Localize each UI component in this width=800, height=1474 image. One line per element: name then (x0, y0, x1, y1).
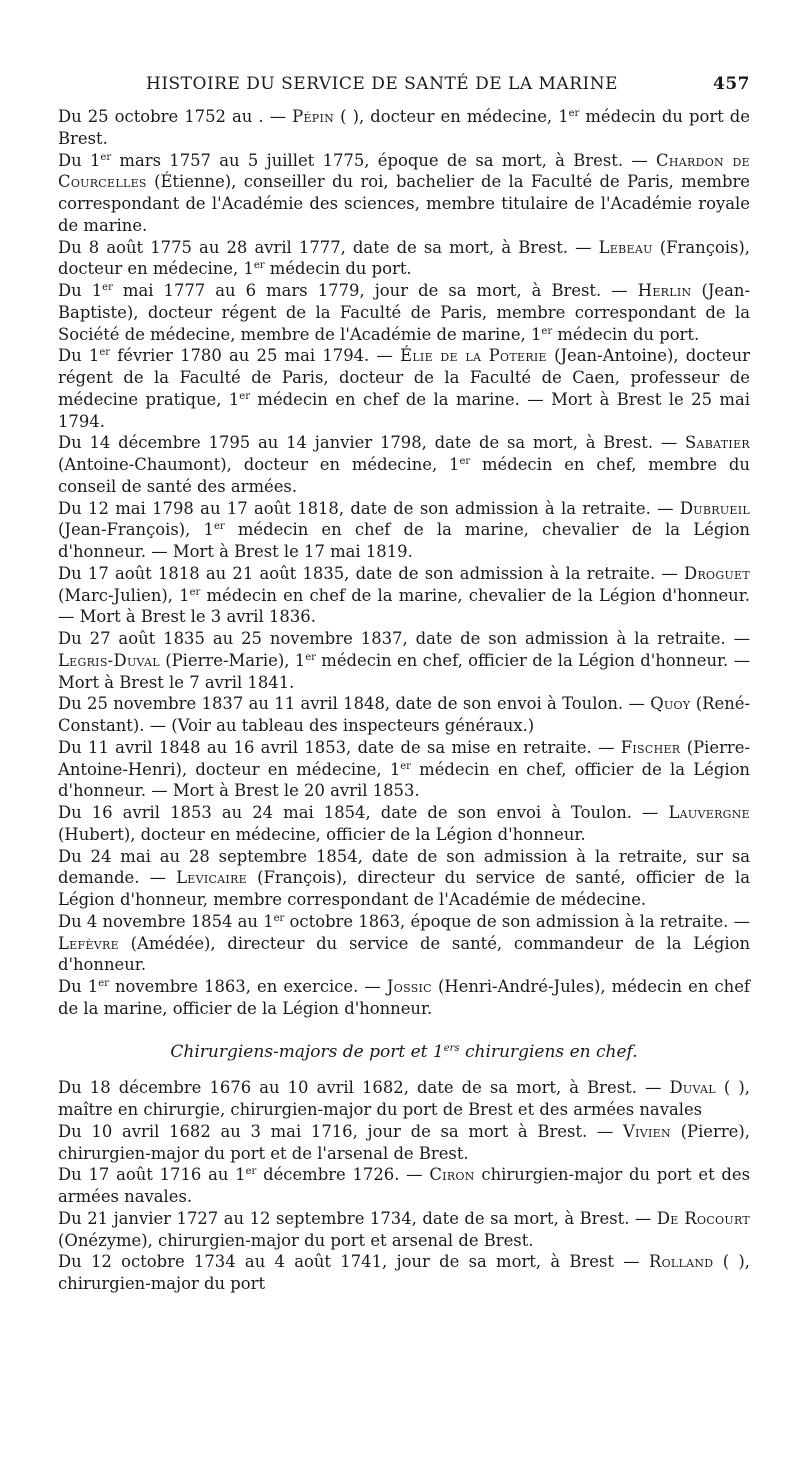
entry-text: (Jean-Baptiste), docteur régent de la Faculté de Paris, membre correspondant de la Société de médecine, membre de l'Académie de marine, 1 (58, 281, 750, 344)
superscript: er (400, 760, 411, 772)
entry-text: Du 18 décembre 1676 au 10 avril 1682, date de sa mort, à Brest. — (58, 1078, 670, 1098)
entry-text: (François), directeur du service de santé, officier de la Légion d'honneur, membre correspondant de l'Académie de médecine. (58, 868, 750, 909)
person-name: Jossic (386, 977, 432, 996)
entry-text: Du 12 octobre 1734 au 4 août 1741, jour de sa mort, à Brest — (58, 1252, 649, 1272)
superscript: er (239, 390, 250, 402)
entry-text: (Hubert), docteur en médecine, officier de la Légion d'honneur. (58, 824, 586, 844)
superscript: er (189, 586, 201, 598)
person-name: Vivien (623, 1121, 671, 1141)
entry-paragraph (58, 106, 750, 150)
person-name: Lauvergne (668, 803, 750, 822)
person-name: Élie de la Poterie (400, 346, 547, 366)
entry-text: (Pierre-Antoine-Henri), docteur en médecine, 1 (58, 737, 750, 779)
entry-text: (René-Constant). — (Voir au tableau des inspecteurs généraux.) (58, 694, 750, 735)
entry-text: octobre 1863, époque de son admission à la retraite. — (284, 911, 750, 931)
entry-text: ( ), docteur en médecine, 1 (334, 107, 569, 126)
entry-text: Du 25 octobre 1752 au . — (58, 107, 293, 126)
superscript: er (99, 347, 111, 359)
entry-text: Du 8 août 1775 au 28 avril 1777, date de sa mort, à Brest. — (58, 237, 599, 257)
entry-paragraph (58, 432, 750, 497)
entry-text: Du 11 avril 1848 au 16 avril 1853, date de sa mise en retraite. — (58, 737, 621, 757)
entry-text: chirurgien-major du port et des armées navales. (58, 1165, 751, 1206)
entry-text: médecin en chef, officier de la Légion d'honneur. — Mort à Brest le 20 avril 1853. (58, 759, 750, 801)
entry-paragraph (58, 237, 750, 281)
superscript: er (305, 651, 316, 663)
entry-paragraph (58, 802, 750, 846)
entry-paragraph (58, 280, 750, 345)
person-name: Chardon de Courcelles (58, 150, 750, 192)
entry-paragraph (58, 693, 750, 737)
running-header (58, 70, 750, 100)
superscript: ers (443, 1042, 460, 1054)
entry-text: (François), docteur en médecine, 1 (58, 237, 750, 279)
person-name: Duval (669, 1078, 716, 1098)
superscript: er (459, 456, 471, 467)
entry-text: médecin du port. (552, 324, 700, 344)
person-name: Lebeau (598, 237, 653, 257)
entry-text: médecin en chef de la marine, chevalier de la Légion d'honneur. — Mort à Brest le 17 mai 1819. (58, 520, 750, 561)
entry-text: Du 24 mai au 28 septembre 1854, date de son admission à la retraite, sur sa demande. — (58, 846, 750, 888)
entry-text: médecin du port. (264, 259, 412, 279)
entry-paragraph (58, 976, 750, 1020)
superscript: er (273, 912, 285, 924)
entry-text: médecin en chef de la marine. — Mort à Brest le 25 mai 1794. (58, 389, 750, 431)
person-name: Rolland (648, 1252, 714, 1272)
entry-paragraph (58, 911, 750, 976)
superscript: er (253, 260, 265, 272)
entry-text: Du 17 août 1818 au 21 août 1835, date de son admission à la retraite. — (58, 563, 685, 583)
entry-text: (Henri-André-Jules), médecin en chef de la marine, officier de la Légion d'honneur. (58, 977, 750, 1018)
entry-text: Du 4 novembre 1854 au 1 (58, 911, 274, 931)
entry-text: ( ), chirurgien-major du port (58, 1252, 750, 1293)
superscript: er (568, 108, 580, 119)
entry-text: Du 1 (58, 977, 99, 996)
entry-text: Du 21 janvier 1727 au 12 septembre 1734, date de sa mort, à Brest. — (58, 1208, 657, 1228)
entry-paragraph (58, 737, 750, 802)
entry-text: Du 16 avril 1853 au 24 mai 1854, date de son envoi à Toulon. — (58, 803, 669, 822)
entry-paragraph (58, 1121, 750, 1165)
entry-text: Du 25 novembre 1837 au 11 avril 1848, date de son envoi à Toulon. — (58, 694, 651, 714)
entry-text: (Amédée), directeur du service de santé, commandeur de la Légion d'honneur. (58, 933, 750, 975)
entry-text: (Pierre-Marie), 1 (159, 650, 306, 670)
superscript: er (98, 978, 109, 989)
entry-text: (Onézyme), chirurgien-major du port et arsenal de Brest. (58, 1230, 534, 1250)
entry-text: (Jean-François), 1 (58, 520, 214, 540)
entry-paragraph (58, 345, 750, 432)
entry-text: mars 1757 au 5 juillet 1775, époque de sa mort, à Brest. — (111, 150, 657, 170)
header-title: HISTOIRE DU SERVICE DE SANTÉ DE LA MARINE (146, 74, 619, 94)
entry-text: Du 12 mai 1798 au 17 août 1818, date de son admission à la retraite. — (58, 498, 680, 518)
entry-text: (Jean-Antoine), docteur régent de la Faculté de Paris, docteur de la Faculté de Caen, professeur de médecine pratique, 1 (58, 346, 750, 409)
entry-text: médecin du port de Brest. (58, 107, 750, 148)
person-name: Herlin (637, 281, 692, 300)
person-name: Legris-Duval (58, 650, 160, 670)
entry-text: médecin en chef, officier de la Légion d'honneur. — Mort à Brest le 7 avril 1841. (58, 650, 751, 692)
person-name: Lefèvre (58, 933, 119, 953)
entry-text: (Pierre), chirurgien-major du port et de l'arsenal de Brest. (58, 1121, 750, 1163)
entry-text: Du 14 décembre 1795 au 14 janvier 1798, date de sa mort, à Brest. — (58, 433, 685, 453)
entry-paragraph (58, 1164, 750, 1208)
person-name: Droguet (684, 563, 750, 583)
entry-paragraph (58, 1077, 750, 1121)
entry-text: Du 1 (58, 150, 101, 170)
entry-paragraph (58, 1251, 750, 1295)
entry-text: médecin en chef, membre du conseil de santé des armées. (58, 455, 750, 496)
entry-text: Du 17 août 1716 au 1 (58, 1165, 246, 1185)
page-number: 457 (713, 74, 750, 94)
person-name: Sabatier (685, 433, 750, 453)
entry-text: février 1780 au 25 mai 1794. — (110, 346, 401, 366)
entry-text: médecin en chef de la marine, chevalier de la Légion d'honneur. — Mort à Brest le 3 avril 1836. (58, 585, 750, 627)
person-name: Dubrueil (679, 498, 750, 518)
entry-text: décembre 1726. — (256, 1165, 430, 1185)
entry-text: (Marc-Julien), 1 (58, 585, 190, 605)
entry-text: Du 27 août 1835 au 25 novembre 1837, date de son admission à la retraite. — (58, 629, 750, 648)
person-name: Levicaire (176, 868, 247, 888)
superscript: er (245, 1166, 257, 1178)
superscript: er (100, 151, 112, 163)
superscript: er (213, 521, 225, 533)
entry-text: Du 1 (58, 281, 103, 300)
person-name: Fischer (620, 737, 681, 757)
superscript: er (102, 282, 113, 293)
entry-text: mai 1777 au 6 mars 1779, jour de sa mort, à Brest. — (112, 281, 638, 300)
entry-text: Du 1 (58, 346, 100, 366)
person-name: Pépin (292, 107, 335, 126)
person-name: Ciron (429, 1165, 475, 1185)
superscript: er (541, 325, 553, 337)
entry-paragraph (58, 498, 750, 563)
entry-text: ( ), maître en chirurgie, chirurgien-major du port de Brest et des armées navales (58, 1078, 750, 1119)
entry-paragraph (58, 628, 750, 693)
entry-text: novembre 1863, en exercice. — (108, 977, 387, 996)
entry-paragraph (58, 1208, 750, 1252)
entry-text: (Étienne), conseiller du roi, bachelier de la Faculté de Paris, membre correspondant de l'Académie des sciences, membre titulaire de l'Académie royale de marine. (58, 172, 750, 235)
person-name: Quoy (650, 694, 691, 714)
entry-paragraph (58, 563, 750, 628)
body-text (58, 106, 750, 1295)
entry-paragraph (58, 150, 750, 237)
entry-paragraph (58, 846, 750, 911)
section-heading (58, 1042, 750, 1064)
heading-text: Chirurgiens-majors de port et 1 (170, 1041, 444, 1062)
heading-text: chirurgiens en chef. (459, 1041, 638, 1062)
person-name: De Rocourt (656, 1208, 750, 1228)
entry-text: (Antoine-Chaumont), docteur en médecine, 1 (58, 455, 460, 474)
entry-text: Du 10 avril 1682 au 3 mai 1716, jour de sa mort à Brest. — (58, 1121, 623, 1141)
